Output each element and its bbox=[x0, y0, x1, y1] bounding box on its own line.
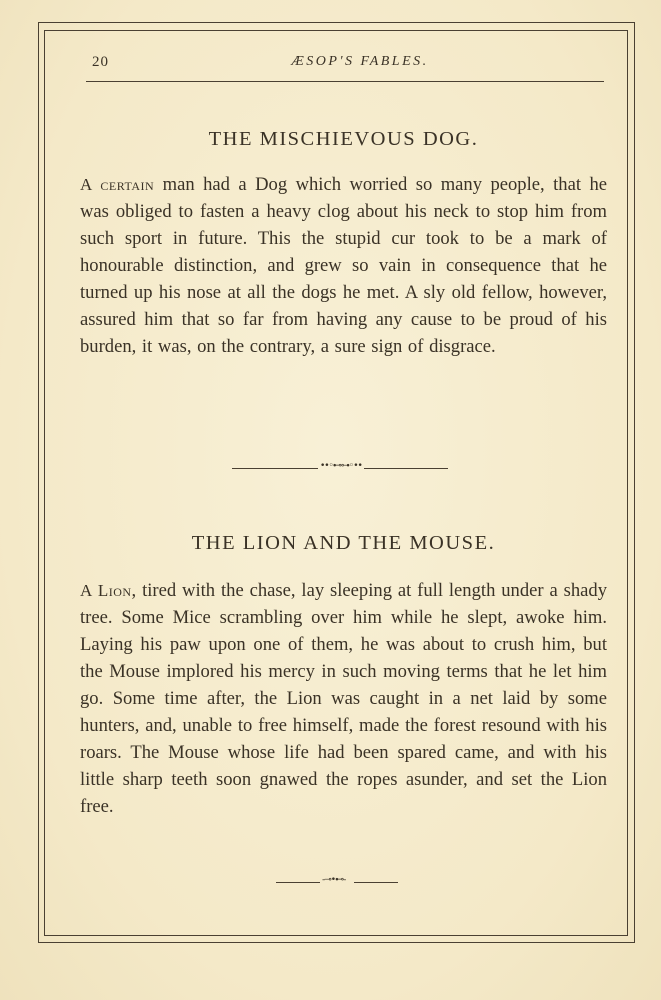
divider-knot: ••◦⊷⊶◦•• bbox=[320, 461, 362, 471]
fable-title: THE MISCHIEVOUS DOG. bbox=[208, 128, 479, 150]
fable-lead-words: A Lion bbox=[80, 581, 132, 600]
fable-text bbox=[80, 171, 607, 360]
fable-mischievous-dog bbox=[80, 128, 607, 360]
tailpiece-ornament bbox=[276, 875, 398, 885]
fable-lion-and-mouse bbox=[80, 532, 607, 820]
section-divider-ornament bbox=[232, 461, 448, 471]
fable-body-text: man had a Dog which worried so many people, that he was obliged to fasten a heavy clog about his neck to stop him from such sport in future. This the stupid cur took to be a mark of honourable distinction, and grew so vain in consequence that he turned up his nose at all the dogs he met. A sly old fellow, however, assured him that so far from having any cause to be proud of his burden, it was, on the contrary, a sure sign of disgrace. bbox=[80, 174, 607, 357]
fable-lead-words: A certain bbox=[80, 175, 155, 194]
fable-body-text: , tired with the chase, lay sleeping at full length under a shady tree. Some Mice scrambling over him while he slept, awoke him. Laying his paw upon one of them, he was about to crush him, but the Mouse implored his mercy in such moving terms that he let him go. Some time after, the Lion was caught in a net laid by some hunters, and, unable to free himself, made the forest resound with his roars. The Mouse whose life had been spared came, and with his little sharp teeth soon gnawed the ropes asunder, and set the Lion free. bbox=[80, 580, 607, 817]
fable-text bbox=[80, 577, 607, 820]
fable-title: THE LION AND THE MOUSE. bbox=[191, 532, 496, 554]
page-number: 20 bbox=[92, 54, 109, 70]
tailpiece-knot: -⊸•⊷- bbox=[322, 875, 346, 885]
header-rule bbox=[86, 81, 604, 82]
running-title: ÆSOP'S FABLES. bbox=[291, 54, 429, 69]
page-header bbox=[80, 54, 600, 74]
